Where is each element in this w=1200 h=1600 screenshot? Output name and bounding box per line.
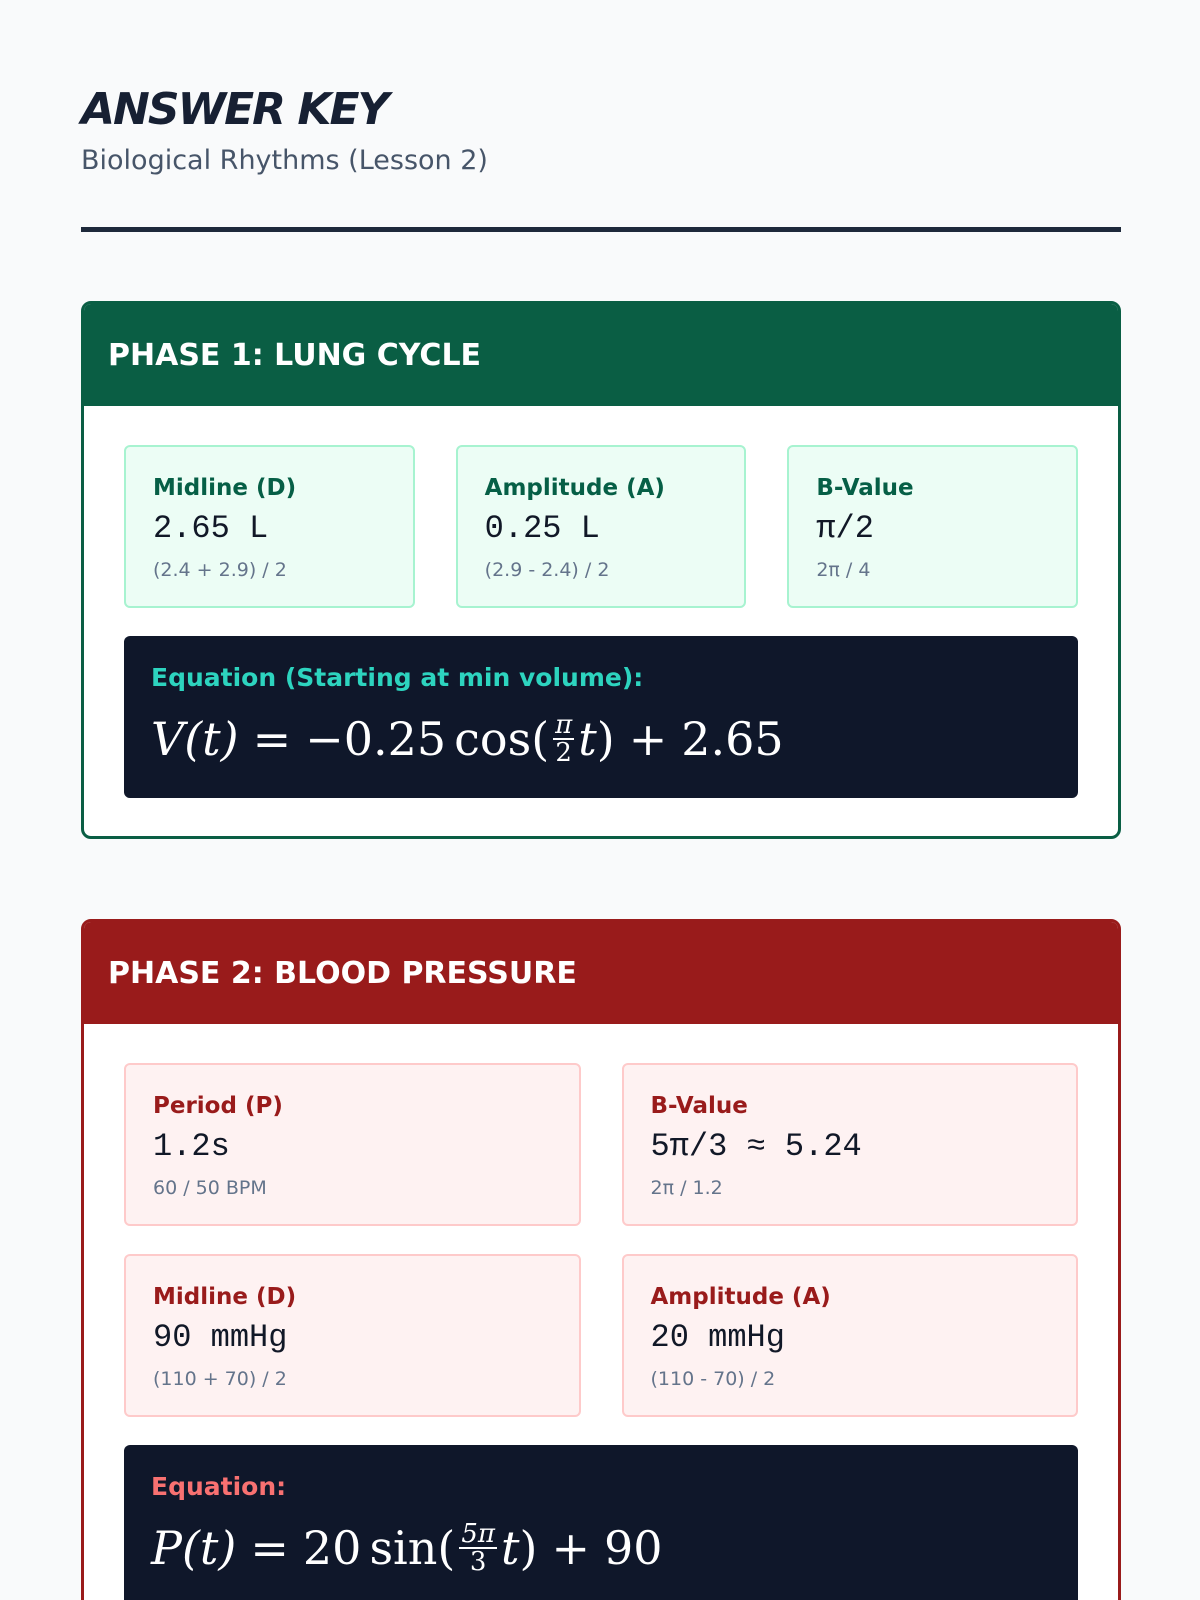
card-label: Amplitude (A) bbox=[650, 1284, 831, 1310]
equation-formula: V(t) = −0.25 cos ( $\frac{\pi}{2}$ t ) + 2.65 bbox=[151, 710, 784, 768]
equation-function: sin bbox=[369, 1521, 438, 1575]
equation-variable: t bbox=[500, 1521, 520, 1575]
amplitude-card bbox=[456, 445, 747, 608]
phase-2-section bbox=[81, 919, 1121, 1600]
equation-plus: + bbox=[551, 1521, 590, 1575]
equation-function: cos bbox=[454, 712, 532, 766]
fraction-denominator: 2 bbox=[555, 738, 572, 768]
page-title: ANSWER KEY bbox=[81, 84, 388, 135]
period-card bbox=[124, 1063, 581, 1226]
card-note: 2π / 1.2 bbox=[650, 1177, 723, 1199]
equation-fraction bbox=[553, 712, 574, 766]
card-note: 60 / 50 BPM bbox=[153, 1177, 267, 1199]
card-label: Midline (D) bbox=[153, 1284, 297, 1310]
card-value: 5π/3 ≈ 5.24 bbox=[650, 1128, 862, 1165]
card-label: Amplitude (A) bbox=[484, 475, 665, 501]
equation-plus: + bbox=[628, 712, 668, 766]
phase-1-header: PHASE 1: LUNG CYCLE bbox=[84, 304, 1118, 406]
equation-equals: = bbox=[250, 1521, 289, 1575]
equation-constant: 90 bbox=[603, 1521, 663, 1575]
equation-fraction bbox=[459, 1521, 497, 1575]
card-value: 0.25 L bbox=[484, 510, 600, 547]
card-label: Midline (D) bbox=[153, 475, 297, 501]
card-label: B-Value bbox=[650, 1093, 748, 1119]
card-value: 20 mmHg bbox=[650, 1319, 785, 1356]
card-value: 1.2s bbox=[153, 1128, 230, 1165]
card-note: (110 + 70) / 2 bbox=[153, 1368, 287, 1390]
fraction-numerator: 5π bbox=[461, 1519, 495, 1549]
fraction-numerator: π bbox=[555, 710, 573, 740]
card-note: (110 - 70) / 2 bbox=[650, 1368, 776, 1390]
equation-coefficient: 20 bbox=[302, 1521, 362, 1575]
midline-card bbox=[124, 445, 415, 608]
fraction-denominator: 3 bbox=[469, 1547, 487, 1577]
equation-label: Equation: bbox=[151, 1472, 287, 1501]
card-label: Period (P) bbox=[153, 1093, 283, 1119]
card-value: 2.65 L bbox=[153, 510, 269, 547]
equation-constant: 2.65 bbox=[681, 712, 784, 766]
page-subtitle: Biological Rhythms (Lesson 2) bbox=[81, 145, 488, 176]
card-note: (2.9 - 2.4) / 2 bbox=[484, 559, 610, 581]
phase-2-cards bbox=[124, 1063, 1078, 1417]
b-value-card bbox=[622, 1063, 1079, 1226]
card-value: 90 mmHg bbox=[153, 1319, 288, 1356]
phase-1-section bbox=[81, 301, 1121, 839]
phase-2-header: PHASE 2: BLOOD PRESSURE bbox=[84, 922, 1118, 1024]
equation-variable: t bbox=[578, 712, 597, 766]
equation-equals: = bbox=[252, 712, 292, 766]
phase-1-cards bbox=[124, 445, 1078, 608]
midline-card bbox=[124, 1254, 581, 1417]
equation-label: Equation (Starting at min volume): bbox=[151, 663, 644, 692]
equation-formula: P(t) = 20 sin ( $\frac{5\pi}{3}$ t ) + 90 bbox=[151, 1519, 663, 1577]
card-label: B-Value bbox=[816, 475, 914, 501]
card-value: π/2 bbox=[816, 510, 874, 547]
equation-lhs: P(t) bbox=[151, 1521, 237, 1575]
b-value-card bbox=[787, 445, 1078, 608]
equation-coefficient: −0.25 bbox=[305, 712, 447, 766]
equation-lhs: V(t) bbox=[151, 712, 239, 766]
phase-2-equation-box bbox=[124, 1445, 1078, 1600]
phase-1-equation-box bbox=[124, 636, 1078, 798]
amplitude-card bbox=[622, 1254, 1079, 1417]
card-note: 2π / 4 bbox=[816, 559, 871, 581]
card-note: (2.4 + 2.9) / 2 bbox=[153, 559, 287, 581]
header-divider bbox=[81, 227, 1121, 232]
